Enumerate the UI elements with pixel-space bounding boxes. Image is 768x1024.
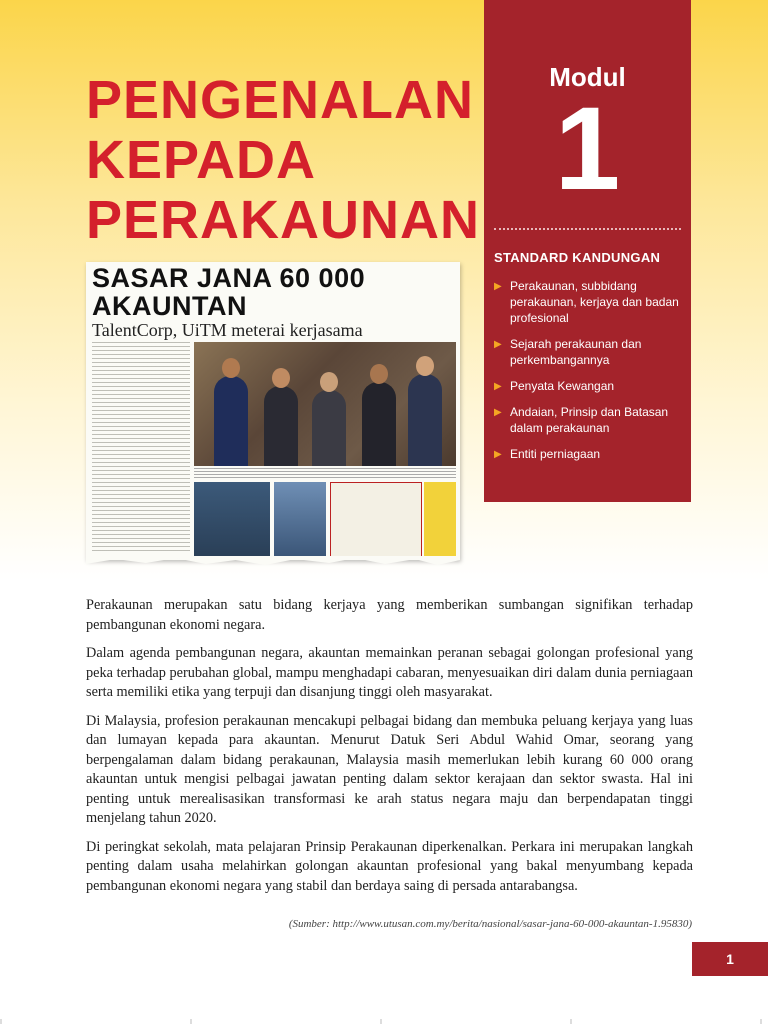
title-line-2: KEPADA	[86, 130, 317, 190]
title-line-3: PERAKAUNAN	[86, 190, 481, 250]
list-item	[494, 278, 684, 326]
arrow-right-icon: ▶	[494, 281, 502, 292]
cartoon-image	[330, 482, 422, 558]
source-citation: (Sumber: http://www.utusan.com.my/berita/nasional/sasar-jana-60-000-akauntan-1.95830)	[288, 918, 692, 930]
list-item-label: Andaian, Prinsip dan Batasan dalam perakaunan	[510, 405, 669, 435]
thumbnail-image	[424, 482, 456, 556]
thumbnail-image	[274, 482, 326, 556]
list-item-label: Penyata Kewangan	[510, 379, 615, 393]
dotted-divider	[494, 228, 681, 230]
newspaper-headline: SASAR JANA 60 000 AKAUNTAN	[92, 263, 366, 321]
paragraph: Di Malaysia, profesion perakaunan mencakupi pelbagai bidang dan membuka peluang kerjaya yang luas dan lumayan kepada para akauntan. Menurut Datuk Seri Abdul Wahid Omar, seorang yang berpengalaman dalam bidang perakaunan, Malaysia masih memerlukan lebih kurang 60 000 orang akauntan untuk mengisi pelbagai jawatan penting dalam sektor kerajaan dan sektor swasta. Hal ini penting untuk merealisasikan transformasi ke arah status negara maju dan berpendapatan tinggi menjelang tahun 2020.	[86, 712, 693, 826]
module-label: Modul	[549, 62, 626, 92]
arrow-right-icon: ▶	[494, 381, 502, 392]
standard-kandungan-heading: STANDARD KANDUNGAN	[494, 250, 661, 265]
list-item	[494, 378, 684, 394]
module-number: 1	[554, 83, 621, 215]
photo-caption	[194, 468, 456, 478]
photo-person	[408, 374, 442, 466]
bottom-border	[0, 1019, 768, 1024]
list-item	[494, 446, 684, 462]
arrow-right-icon: ▶	[494, 339, 502, 350]
list-item-label: Perakaunan, subbidang perakaunan, kerjaya dan badan profesional	[510, 279, 679, 325]
photo-person	[312, 390, 346, 466]
paragraph: Di peringkat sekolah, mata pelajaran Prinsip Perakaunan diperkenalkan. Perkara ini merupakan langkah penting dalam usaha melahirkan golongan akauntan profesional yang bakal menyumbang kepada pembangunan ekonomi negara yang stabil dan berdaya saing di persada antarabangsa.	[86, 838, 693, 894]
paragraph: Perakaunan merupakan satu bidang kerjaya yang memberikan sumbangan signifikan terhadap pembangunan ekonomi negara.	[86, 597, 693, 633]
newspaper-clipping	[86, 262, 460, 560]
standard-kandungan-list	[494, 278, 684, 472]
photo-person	[214, 376, 248, 466]
list-item	[494, 336, 684, 368]
paragraph: Dalam agenda pembangunan negara, akauntan memainkan peranan sebagai golongan profesional yang peka terhadap perubahan global, mampu menghadapi cabaran, menyesuaikan diri dalam dunia perniagaan serta memiliki etika yang terpuji dan disanjung tinggi oleh masyarakat.	[86, 645, 693, 700]
page-title	[86, 70, 481, 250]
list-item-label: Entiti perniagaan	[510, 447, 601, 461]
body-text	[86, 596, 693, 905]
photo-person	[264, 386, 298, 466]
newspaper-article-text	[92, 342, 190, 552]
title-line-1: PENGENALAN	[86, 70, 475, 130]
arrow-right-icon: ▶	[494, 449, 502, 460]
list-item-label: Sejarah perakaunan dan perkembangannya	[510, 337, 642, 367]
page-number: 1	[692, 942, 768, 976]
arrow-right-icon: ▶	[494, 407, 502, 418]
module-panel	[484, 0, 691, 502]
thumbnail-image	[194, 482, 270, 556]
newspaper-subheadline: TalentCorp, UiTM meterai kerjasama	[92, 320, 363, 340]
list-item	[494, 404, 684, 436]
newspaper-photo	[194, 342, 456, 466]
photo-person	[362, 382, 396, 466]
newspaper-thumbnails	[194, 482, 456, 556]
